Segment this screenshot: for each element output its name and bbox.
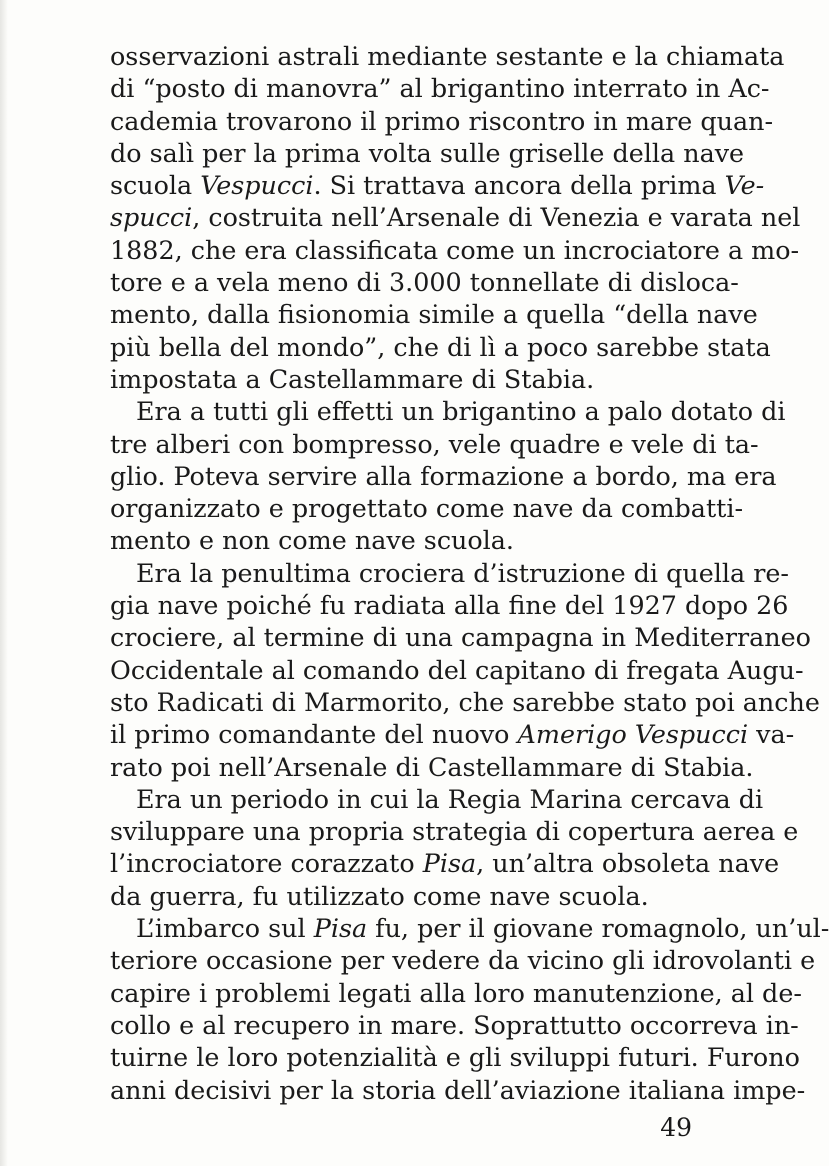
text-line: sto Radicati di Marmorito, che sarebbe stato poi anche xyxy=(110,686,820,717)
text-line: tre alberi con bompresso, vele quadre e vele di ta- xyxy=(110,428,759,459)
text-line: Era la penultima crociera d’istruzione di quella re- xyxy=(136,557,789,588)
text-line: anni decisivi per la storia dell’aviazione italiana impe- xyxy=(110,1074,806,1105)
body-text xyxy=(110,40,829,1106)
text-line: L’imbarco sul Pisa fu, per il giovane romagnolo, un’ul- xyxy=(136,913,829,944)
text-line: cademia trovarono il primo riscontro in mare quan- xyxy=(110,105,774,136)
text-line: 1882, che era classificata come un incrociatore a mo- xyxy=(110,234,800,265)
text-line: impostata a Castellammare di Stabia. xyxy=(110,363,595,394)
text-line: Occidentale al comando del capitano di fregata Augu- xyxy=(110,654,804,685)
text-line: capire i problemi legati alla loro manutenzione, al de- xyxy=(110,977,802,1008)
text-line: collo e al recupero in mare. Soprattutto occorreva in- xyxy=(110,1009,799,1040)
binding-shadow xyxy=(0,0,8,1166)
text-line: di “posto di manovra” al brigantino interrato in Ac- xyxy=(110,73,770,104)
text-line: gia nave poiché fu radiata alla fine del 1927 dopo 26 xyxy=(110,590,789,621)
text-line: mento e non come nave scuola. xyxy=(110,525,515,556)
text-line: organizzato e progettato come nave da combatti- xyxy=(110,493,744,524)
text-line: osservazioni astrali mediante sestante e la chiamata xyxy=(110,41,785,71)
text-line: Era a tutti gli effetti un brigantino a palo dotato di xyxy=(136,396,786,427)
text-line: rato poi nell’Arsenale di Castellammare di Stabia. xyxy=(110,751,754,782)
text-line: scuola Vespucci. Si trattava ancora della prima Ve- xyxy=(110,170,765,201)
text-line: crociere, al termine di una campagna in Mediterraneo xyxy=(110,622,811,653)
text-line: Era un periodo in cui la Regia Marina cercava di xyxy=(136,783,764,814)
text-line: da guerra, fu utilizzato come nave scuola. xyxy=(110,880,649,911)
text-line: mento, dalla fisionomia simile a quella “della nave xyxy=(110,299,758,330)
text-line: do salì per la prima volta sulle griselle della nave xyxy=(110,137,745,168)
text-line: il primo comandante del nuovo Amerigo Vespucci va- xyxy=(110,719,795,750)
text-line: sviluppare una propria strategia di copertura aerea e xyxy=(110,816,799,847)
text-line: tore e a vela meno di 3.000 tonnellate di disloca- xyxy=(110,267,739,298)
text-line: glio. Poteva servire alla formazione a bordo, ma era xyxy=(110,460,777,491)
text-line: più bella del mondo”, che di lì a poco sarebbe stata xyxy=(110,331,771,362)
text-line: teriore occasione per vedere da vicino gli idrovolanti e xyxy=(110,945,816,976)
page-number: 49 xyxy=(660,1113,692,1142)
text-line: l’incrociatore corazzato Pisa, un’altra obsoleta nave xyxy=(110,848,780,879)
text-line: spucci, costruita nell’Arsenale di Venezia e varata nel xyxy=(110,202,801,233)
text-line: tuirne le loro potenzialità e gli sviluppi futuri. Furono xyxy=(110,1042,800,1073)
